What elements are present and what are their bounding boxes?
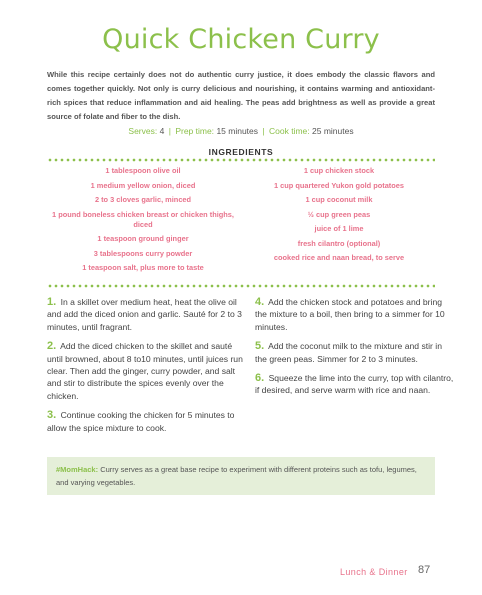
dotted-divider-top	[47, 158, 435, 162]
step-number: 5.	[255, 340, 265, 353]
ingredient-item: 2 to 3 cloves garlic, minced	[94, 195, 192, 204]
instruction-step	[255, 340, 455, 365]
serves-value: 4	[159, 126, 165, 136]
recipe-title: Quick Chicken Curry	[102, 24, 380, 55]
step-text: Continue cooking the chicken for 5 minutes to allow the spice mixture to cook.	[47, 410, 235, 433]
ingredient-item: 1 cup quartered Yukon gold potatoes	[273, 180, 405, 190]
step-text: Add the coconut milk to the mixture and stir in the green peas. Simmer for 2 to 3 minutes.	[255, 341, 442, 364]
steps-right-column	[255, 296, 455, 404]
ingredient-item: 1 pound boneless chicken breast or chicken thighs, diced	[52, 209, 234, 229]
cook-time-label: Cook time:	[269, 126, 310, 136]
meta-separator: |	[262, 126, 265, 136]
step-number: 3.	[47, 409, 57, 422]
ingredient-item: fresh cilantro (optional)	[297, 238, 381, 248]
instruction-step	[255, 372, 455, 397]
footer-section-name: Lunch & Dinner	[340, 567, 408, 577]
ingredient-item: juice of 1 lime	[314, 224, 364, 233]
step-number: 6.	[255, 372, 265, 385]
prep-time-value: 15 minutes	[216, 126, 259, 136]
step-text: Add the diced chicken to the skillet and sauté until browned, about 8 to10 minutes, until juices run clear. Then add the ginger, curry powder, and salt and stir to distribute the spices evenly over the chicken.	[47, 341, 243, 401]
cook-time-value: 25 minutes	[312, 126, 354, 136]
ingredients-heading: INGREDIENTS	[208, 147, 274, 157]
ingredient-item: 1 tablespoon olive oil	[105, 166, 181, 175]
ingredient-item: 3 tablespoons curry powder	[93, 248, 193, 258]
mom-hack-text: Curry serves as a great base recipe to experiment with different proteins such as tofu, legumes, and varying vegetables.	[56, 465, 417, 487]
ingredient-item: ½ cup green peas	[307, 209, 371, 219]
ingredient-item: 1 teaspoon ground ginger	[97, 234, 189, 243]
step-text: Squeeze the lime into the curry, top with cilantro, if desired, and serve warm with rice and naan.	[255, 373, 454, 396]
dotted-divider-bottom	[47, 284, 435, 288]
ingredients-left-column	[47, 166, 239, 278]
recipe-meta	[0, 126, 482, 136]
page-number: 87	[418, 564, 431, 576]
serves-label: Serves:	[128, 126, 158, 136]
ingredients-right-column	[243, 166, 435, 268]
ingredient-item: 1 cup coconut milk	[305, 195, 373, 204]
meta-separator: |	[168, 126, 171, 136]
instruction-step	[255, 296, 455, 333]
step-number: 2.	[47, 340, 57, 353]
steps-left-column	[47, 296, 245, 441]
ingredient-item: cooked rice and naan bread, to serve	[273, 253, 405, 262]
mom-hack-tag: #MomHack:	[56, 465, 99, 474]
step-number: 4.	[255, 296, 265, 308]
instruction-step	[47, 296, 245, 333]
recipe-intro: While this recipe certainly does not do authentic curry justice, it does embody the classic flavors and comes together quickly. Not only is curry delicious and nourishing, it contains warming and antioxidant-rich spices that reduce inflammation and aid healing. The peas add brightness as well as provide a great source of folate and fiber to the dish.	[47, 70, 435, 121]
step-number: 1.	[47, 296, 57, 308]
mom-hack-box	[47, 457, 435, 495]
prep-time-label: Prep time:	[175, 126, 215, 136]
step-text: Add the chicken stock and potatoes and bring the mixture to a boil, then bring to a simmer for 10 minutes.	[255, 297, 445, 332]
step-text: In a skillet over medium heat, heat the olive oil and add the diced onion and garlic. Sauté for 2 to 3 minutes, until fragrant.	[47, 297, 242, 332]
instruction-step	[47, 340, 245, 402]
instruction-step	[47, 409, 245, 434]
ingredient-item: 1 cup chicken stock	[303, 166, 375, 175]
ingredient-item: 1 teaspoon salt, plus more to taste	[82, 263, 204, 272]
ingredient-item: 1 medium yellow onion, diced	[90, 180, 196, 190]
